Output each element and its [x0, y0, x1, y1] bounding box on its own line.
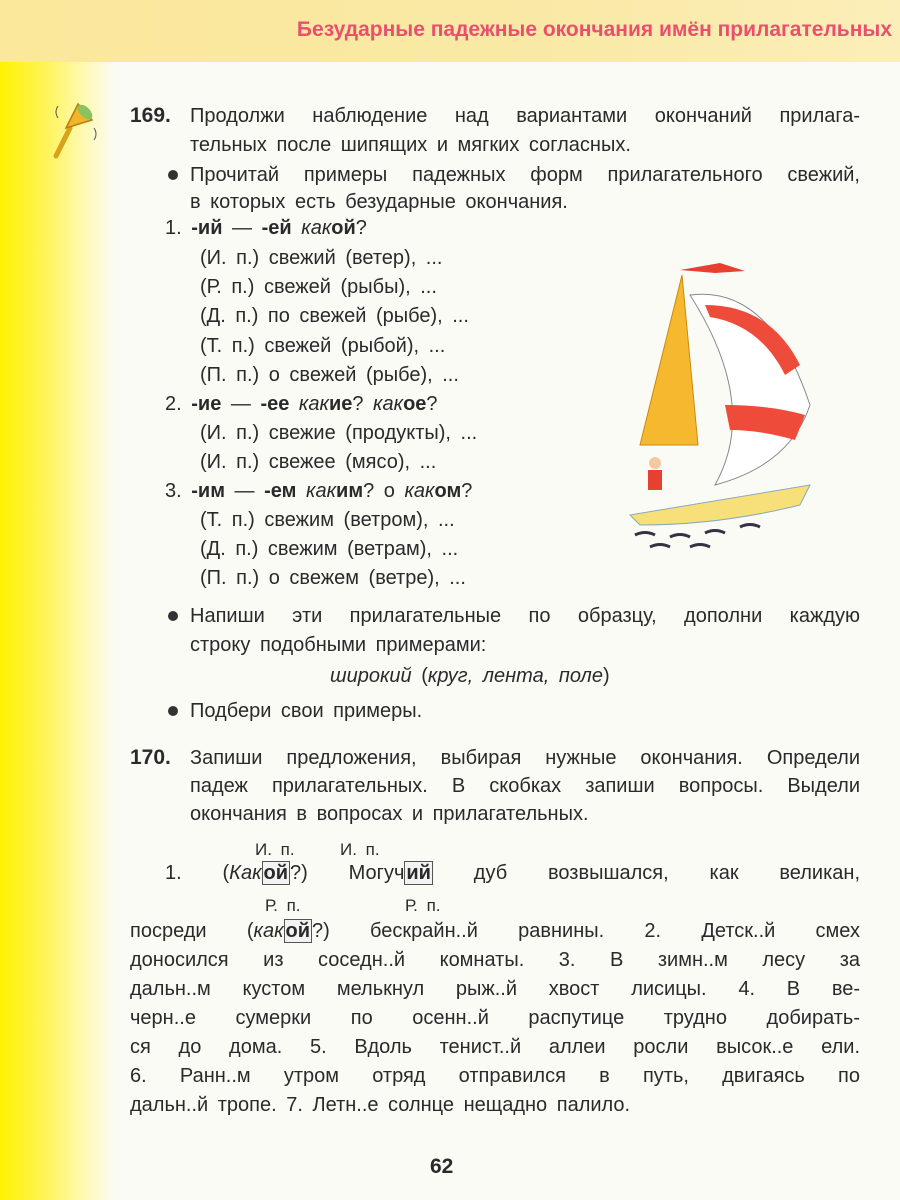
highlighted-ending: ий	[406, 862, 431, 884]
text-line	[190, 633, 486, 657]
text-line	[165, 216, 367, 240]
text-segment: ?) Могуч	[290, 862, 405, 884]
text-line	[200, 508, 455, 532]
text-segment: Р. п.	[405, 896, 441, 915]
text-line	[165, 392, 438, 416]
text-line	[255, 838, 295, 862]
text-segment: 170.	[130, 746, 171, 769]
text-segment: Прочитай примеры падежных форм прилагательного свежий,	[190, 164, 860, 186]
text-segment: Подбери свои примеры.	[190, 700, 423, 722]
text-line	[190, 133, 631, 157]
text-segment: как	[373, 393, 404, 415]
text-segment: ие	[328, 393, 353, 415]
text-segment: —	[221, 393, 261, 415]
text-segment: И. п.	[255, 840, 295, 859]
text-segment: как	[404, 480, 435, 502]
page-number: 62	[430, 1155, 454, 1178]
text-line	[200, 537, 458, 561]
text-line	[130, 1093, 630, 1117]
text-segment: ?	[355, 217, 367, 239]
text-line	[265, 894, 301, 918]
text-segment: —	[222, 217, 262, 239]
page-margin-stripe	[0, 0, 115, 1200]
text-segment: )	[602, 665, 610, 687]
text-segment: (Р. п.) свежей (рыбы), ...	[200, 276, 437, 298]
text-line	[190, 699, 422, 723]
text-line	[130, 1064, 860, 1088]
text-line	[340, 838, 380, 862]
text-segment: черн..е сумерки по осенн..й распутице трудно добирать-	[130, 1007, 860, 1029]
bell-icon	[50, 98, 100, 160]
text-segment: ?	[426, 393, 438, 415]
text-line	[190, 802, 589, 826]
text-line	[200, 334, 445, 358]
chapter-title: Безударные падежные окончания имён прилагательных	[296, 18, 892, 41]
text-segment: (Д. п.) по свежей (рыбе), ...	[200, 305, 469, 327]
text-segment: дуб возвышался, как великан,	[432, 862, 861, 884]
bullet-icon	[168, 706, 178, 716]
text-segment: Запиши предложения, выбирая нужные окончания. Определи	[190, 747, 860, 769]
text-segment: посреди (	[130, 920, 254, 942]
text-segment: ое	[403, 393, 427, 415]
text-line	[190, 190, 568, 214]
text-line	[200, 421, 477, 445]
text-segment: (Д. п.) свежим (ветрам), ...	[200, 538, 459, 560]
text-line	[200, 304, 469, 328]
text-segment: как	[306, 480, 337, 502]
text-segment: (И. п.) свежее (мясо), ...	[200, 451, 437, 473]
text-line	[130, 977, 860, 1001]
text-segment: Р. п.	[265, 896, 301, 915]
text-line	[190, 604, 860, 628]
text-line	[190, 774, 860, 798]
text-segment: 2.	[165, 393, 192, 415]
text-line	[200, 275, 437, 299]
text-line	[165, 861, 860, 885]
text-segment: -ем	[264, 480, 297, 502]
text-line	[130, 1006, 860, 1030]
text-segment: -ий	[191, 217, 223, 239]
bullet-icon	[168, 170, 178, 180]
text-segment: ? о	[363, 480, 405, 502]
text-segment: (	[411, 665, 428, 687]
text-segment: 6. Ранн..м утром отряд отправился в путь, двигаясь по	[130, 1065, 860, 1087]
text-line	[330, 664, 610, 688]
highlighted-ending: ой	[263, 862, 289, 884]
highlighted-ending: ой	[285, 920, 311, 942]
text-segment: ом	[434, 480, 462, 502]
text-segment: ?) бескрайн..й равнины. 2. Детск..й смех	[312, 920, 860, 942]
text-line	[165, 479, 472, 503]
text-segment: ой	[331, 217, 356, 239]
text-segment: -ей	[261, 217, 292, 239]
text-segment: Напиши эти прилагательные по образцу, дополни каждую	[190, 605, 860, 627]
text-line	[200, 450, 436, 474]
text-segment: ?	[352, 393, 374, 415]
text-segment: -ее	[260, 393, 290, 415]
text-line	[190, 746, 860, 770]
text-segment: им	[336, 480, 364, 502]
text-segment: дальн..м кустом мелькнул рыж..й хвост лисицы. 4. В ве-	[130, 978, 860, 1000]
text-line	[200, 246, 442, 270]
text-segment: -ие	[191, 393, 222, 415]
text-line	[190, 104, 860, 128]
text-segment: (Т. п.) свежей (рыбой), ...	[200, 335, 446, 357]
text-segment: широкий	[330, 665, 412, 687]
text-segment: 3.	[165, 480, 192, 502]
text-segment: 1.	[165, 217, 192, 239]
text-segment: И. п.	[340, 840, 380, 859]
text-segment: как	[301, 217, 332, 239]
text-segment: 169.	[130, 104, 171, 127]
text-segment: (П. п.) о свежей (рыбе), ...	[200, 364, 459, 386]
text-segment: в которых есть безударные окончания.	[190, 191, 568, 213]
text-segment: ?	[461, 480, 473, 502]
text-segment: (П. п.) о свежем (ветре), ...	[200, 567, 466, 589]
text-segment: доносился из соседн..й комнаты. 3. В зимн..м лесу за	[130, 949, 860, 971]
text-segment: тельных после шипящих и мягких согласных.	[190, 134, 631, 156]
bullet-icon	[168, 611, 178, 621]
text-segment: падеж прилагательных. В скобках запиши вопросы. Выдели	[190, 775, 860, 797]
text-line	[130, 104, 171, 128]
text-line	[130, 919, 860, 943]
text-segment	[296, 480, 306, 502]
text-segment: круг, лента, поле	[427, 665, 603, 687]
text-segment: (Т. п.) свежим (ветром), ...	[200, 509, 455, 531]
text-segment: Продолжи наблюдение над вариантами окончаний прилага-	[190, 105, 860, 127]
text-segment: -им	[191, 480, 225, 502]
text-line	[405, 894, 441, 918]
text-segment: —	[225, 480, 265, 502]
text-segment: Как	[229, 862, 262, 884]
text-segment: строку подобными примерами:	[190, 634, 487, 656]
text-line	[200, 566, 466, 590]
text-segment: как	[253, 920, 284, 942]
text-segment: дальн..й тропе. 7. Летн..е солнце нещадно палило.	[130, 1094, 631, 1116]
sailboat-illustration	[620, 255, 820, 555]
text-line	[190, 163, 860, 187]
text-line	[130, 746, 171, 770]
text-line	[200, 363, 459, 387]
text-segment: окончания в вопросах и прилагательных.	[190, 803, 589, 825]
text-segment: (И. п.) свежий (ветер), ...	[200, 247, 443, 269]
text-segment	[292, 217, 302, 239]
text-segment: (И. п.) свежие (продукты), ...	[200, 422, 478, 444]
text-line	[130, 948, 860, 972]
text-segment: как	[298, 393, 329, 415]
text-segment	[289, 393, 299, 415]
text-line	[130, 1035, 860, 1059]
text-segment: 1. (	[165, 862, 230, 884]
page-header	[0, 0, 900, 62]
text-segment: ся до дома. 5. Вдоль тенист..й аллеи росли высок..е ели.	[130, 1036, 860, 1058]
